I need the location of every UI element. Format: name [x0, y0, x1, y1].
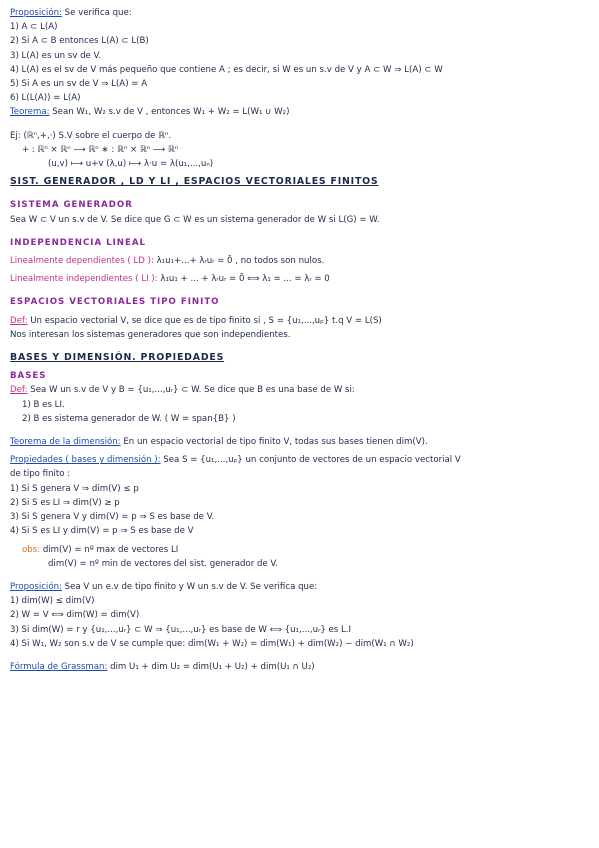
grassman-label: Fórmula de Grassman:: [10, 661, 108, 672]
observation-line: obs: dim(V) = nº max de vectores LI: [22, 544, 179, 555]
generator-system-definition: Sea W ⊂ V un s.v de V. Se dice que G ⊂ W es un sistema generador de W si L(G) = W.: [10, 214, 380, 225]
proposition-1-item: 6) L(L(A)) = L(A): [10, 93, 81, 104]
bases-item: 1) B es LI.: [22, 399, 65, 410]
proposition-2-item: 1) dim(W) ≤ dim(V): [10, 596, 95, 607]
linear-dependence-line: Linealmente dependientes ( LD ): λ₁u₁+...+ λᵣuᵣ = 0̄ , no todos son nulos.: [10, 256, 325, 267]
example-line: Ej: (ℝⁿ,+,·) S.V sobre el cuerpo de ℝⁿ.: [10, 130, 172, 141]
definition-label: Def:: [10, 315, 28, 326]
theorem-label: Teorema:: [10, 107, 50, 118]
proposition-2-heading: Proposición: Sea V un e.v de tipo finito y W un s.v de V. Se verifica que:: [10, 581, 318, 592]
example-operations: + : ℝⁿ × ℝⁿ ⟶ ℝⁿ ∗ : ℝⁿ × ℝⁿ ⟶ ℝⁿ: [22, 144, 179, 155]
property-item: 4) Si S es LI y dim(V) = p ⇒ S es base de V: [10, 526, 194, 537]
subsection-title-bases: BASES: [10, 371, 47, 382]
properties-heading: Propiedades ( bases y dimensión ): Sea S = {u₁,...,uₚ} un conjunto de vectores de un espacio vectorial V: [10, 455, 461, 466]
finite-space-definition: Def: Un espacio vectorial V, se dice que es de tipo finito si , S = {u₁,...,uₚ} t.q V = L(S): [10, 315, 382, 326]
proposition-1-heading: Proposición: Se verifica que:: [10, 8, 132, 18]
section-title-generators: SIST. GENERADOR , LD Y LI , ESPACIOS VECTORIALES FINITOS: [10, 176, 379, 188]
bases-item: 2) B es sistema generador de W. ( W = span{B} ): [22, 413, 236, 424]
proposition-2-item: 2) W = V ⟺ dim(W) = dim(V): [10, 610, 140, 621]
properties-heading-cont: de tipo finito :: [10, 469, 71, 480]
subsection-title-independence: INDEPENDENCIA LINEAL: [10, 237, 146, 248]
dimension-theorem-label: Teorema de la dimensión:: [10, 437, 121, 448]
proposition-1-item: 4) L(A) es el sv de V más pequeño que contiene A ; es decir, si W es un s.v de V y A ⊂ W ⇒ L(A) ⊂ W: [10, 64, 443, 75]
observation-label: obs:: [22, 544, 41, 555]
property-item: 3) Si S genera V y dim(V) = p ⇒ S es base de V.: [10, 512, 215, 523]
li-label: Linealmente independientes ( LI ):: [10, 274, 158, 285]
property-item: 1) Si S genera V ⇒ dim(V) ≤ p: [10, 483, 139, 494]
proposition-1-item: 2) Si A ⊂ B entonces L(A) ⊂ L(B): [10, 36, 149, 47]
ld-label: Linealmente dependientes ( LD ):: [10, 256, 154, 267]
definition-label: Def:: [10, 385, 28, 396]
proposition-1-item: 1) A ⊂ L(A): [10, 22, 58, 33]
theorem-line: Teorema: Sean W₁, W₂ s.v de V , entonces W₁ + W₂ = L(W₁ ∪ W₂): [10, 107, 290, 118]
section-title-bases: BASES Y DIMENSIÓN. PROPIEDADES: [10, 352, 225, 364]
dimension-theorem: Teorema de la dimensión: En un espacio vectorial de tipo finito V, todas sus bases tienen dim(V).: [10, 437, 428, 448]
property-item: 2) Si S es LI ⇒ dim(V) ≥ p: [10, 497, 120, 508]
bases-definition: Def: Sea W un s.v de V y B = {u₁,...,uᵣ} ⊂ W. Se dice que B es una base de W si:: [10, 385, 355, 396]
proposition-label: Proposición:: [10, 581, 62, 592]
subsection-title-finite-spaces: ESPACIOS VECTORIALES TIPO FINITO: [10, 297, 220, 308]
properties-label: Propiedades ( bases y dimensión ):: [10, 455, 161, 466]
linear-independence-line: Linealmente independientes ( LI ): λ₁u₁ + ... + λᵣuᵣ = 0̄ ⟺ λ₁ = ... = λᵣ = 0: [10, 274, 330, 285]
proposition-2-item: 4) Si W₁, W₂ son s.v de V se cumple que: dim(W₁ + W₂) = dim(W₁) + dim(W₂) − dim(W₁ ∩ W₂): [10, 638, 414, 649]
subsection-title-generator-system: SISTEMA GENERADOR: [10, 200, 133, 211]
proposition-1-item: 3) L(A) es un sv de V.: [10, 50, 102, 61]
proposition-1-item: 5) Si A es un sv de V ⇒ L(A) = A: [10, 79, 148, 90]
grassman-formula: Fórmula de Grassman: dim U₁ + dim U₂ = dim(U₁ + U₂) + dim(U₁ ∩ U₂): [10, 661, 315, 672]
observation-line: dim(V) = nº min de vectores del sist. generador de V.: [48, 558, 278, 569]
proposition-label: Proposición:: [10, 8, 62, 18]
example-maps: (u,v) ⟼ u+v (λ,u) ⟼ λ·u = λ(u₁,...,uₙ): [48, 159, 214, 170]
finite-space-note: Nos interesan los sistemas generadores que son independientes.: [10, 329, 291, 340]
proposition-2-item: 3) Si dim(W) = r y {u₁,...,uᵣ} ⊂ W ⇒ {u₁,...,uᵣ} es base de W ⟺ {u₁,...,uᵣ} es L.I: [10, 624, 352, 635]
